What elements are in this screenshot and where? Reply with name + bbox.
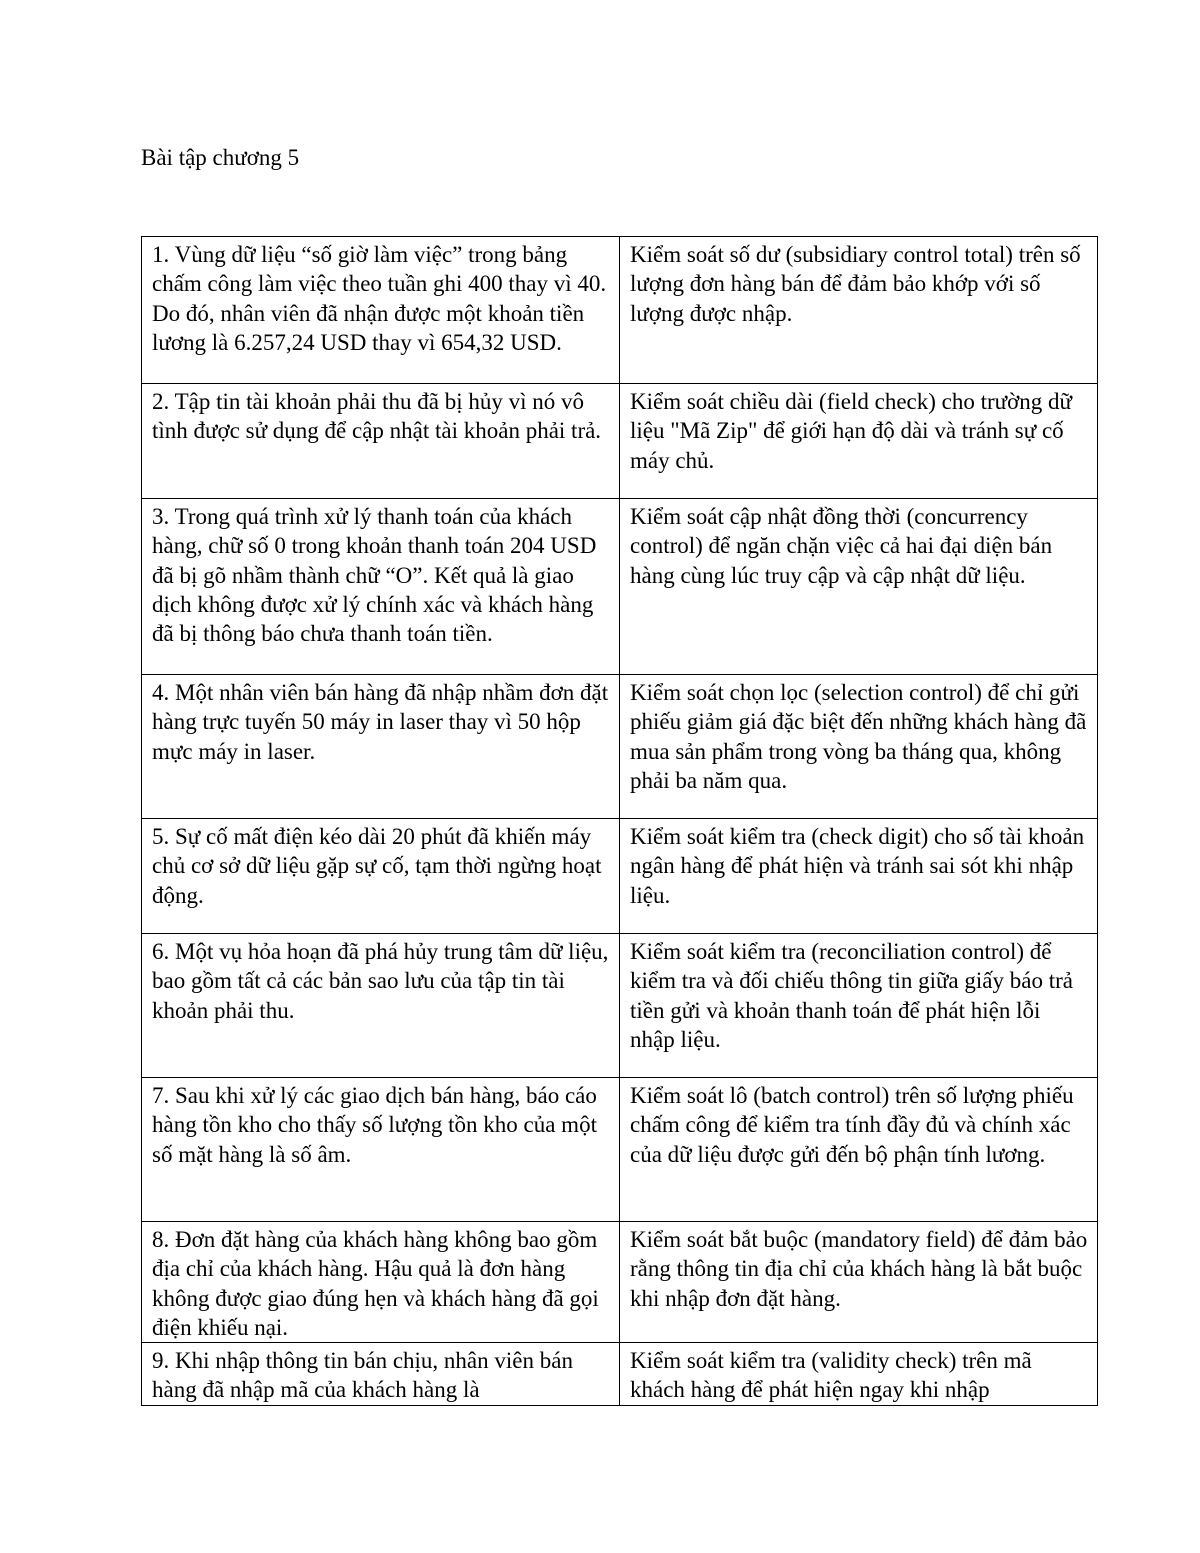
table-row bbox=[142, 499, 1098, 675]
problem-cell: 4. Một nhân viên bán hàng đã nhập nhầm đơn đặt hàng trực tuyến 50 máy in laser thay vì 50 hộp mực máy in laser. bbox=[142, 675, 620, 819]
table-row bbox=[142, 819, 1098, 934]
problem-cell: 2. Tập tin tài khoản phải thu đã bị hủy vì nó vô tình được sử dụng để cập nhật tài khoản phải trả. bbox=[142, 384, 620, 499]
control-cell: Kiểm soát số dư (subsidiary control total) trên số lượng đơn hàng bán để đảm bảo khớp với số lượng được nhập. bbox=[620, 237, 1098, 384]
page-title: Bài tập chương 5 bbox=[141, 145, 300, 170]
problem-cell: 3. Trong quá trình xử lý thanh toán của khách hàng, chữ số 0 trong khoản thanh toán 204 USD đã bị gõ nhầm thành chữ “O”. Kết quả là giao dịch không được xử lý chính xác và khách hàng đã bị thông báo chưa thanh toán tiền. bbox=[142, 499, 620, 675]
control-cell: Kiểm soát kiểm tra (validity check) trên mã khách hàng để phát hiện ngay khi nhập bbox=[620, 1343, 1098, 1406]
table-row bbox=[142, 384, 1098, 499]
exercise-table bbox=[141, 236, 1098, 1406]
problem-cell: 8. Đơn đặt hàng của khách hàng không bao gồm địa chỉ của khách hàng. Hậu quả là đơn hàng không được giao đúng hẹn và khách hàng đã gọi điện khiếu nại. bbox=[142, 1222, 620, 1343]
control-cell: Kiểm soát kiểm tra (check digit) cho số tài khoản ngân hàng để phát hiện và tránh sai sót khi nhập liệu. bbox=[620, 819, 1098, 934]
control-cell: Kiểm soát lô (batch control) trên số lượng phiếu chấm công để kiểm tra tính đầy đủ và chính xác của dữ liệu được gửi đến bộ phận tính lương. bbox=[620, 1078, 1098, 1222]
control-cell: Kiểm soát chiều dài (field check) cho trường dữ liệu "Mã Zip" để giới hạn độ dài và tránh sự cố máy chủ. bbox=[620, 384, 1098, 499]
control-cell: Kiểm soát bắt buộc (mandatory field) để đảm bảo rằng thông tin địa chỉ của khách hàng là bắt buộc khi nhập đơn đặt hàng. bbox=[620, 1222, 1098, 1343]
problem-cell: 7. Sau khi xử lý các giao dịch bán hàng, báo cáo hàng tồn kho cho thấy số lượng tồn kho của một số mặt hàng là số âm. bbox=[142, 1078, 620, 1222]
control-cell: Kiểm soát cập nhật đồng thời (concurrency control) để ngăn chặn việc cả hai đại diện bán hàng cùng lúc truy cập và cập nhật dữ liệu. bbox=[620, 499, 1098, 675]
table-row bbox=[142, 237, 1098, 384]
control-cell: Kiểm soát chọn lọc (selection control) để chỉ gửi phiếu giảm giá đặc biệt đến những khách hàng đã mua sản phẩm trong vòng ba tháng qua, không phải ba năm qua. bbox=[620, 675, 1098, 819]
problem-cell: 1. Vùng dữ liệu “số giờ làm việc” trong bảng chấm công làm việc theo tuần ghi 400 thay vì 40. Do đó, nhân viên đã nhận được một khoản tiền lương là 6.257,24 USD thay vì 654,32 USD. bbox=[142, 237, 620, 384]
problem-cell: 5. Sự cố mất điện kéo dài 20 phút đã khiến máy chủ cơ sở dữ liệu gặp sự cố, tạm thời ngừng hoạt động. bbox=[142, 819, 620, 934]
table-row bbox=[142, 1222, 1098, 1343]
problem-cell: 9. Khi nhập thông tin bán chịu, nhân viên bán hàng đã nhập mã của khách hàng là bbox=[142, 1343, 620, 1406]
table-row bbox=[142, 934, 1098, 1078]
table-row bbox=[142, 1078, 1098, 1222]
table-row bbox=[142, 675, 1098, 819]
table-row bbox=[142, 1343, 1098, 1406]
control-cell: Kiểm soát kiểm tra (reconciliation control) để kiểm tra và đối chiếu thông tin giữa giấy báo trả tiền gửi và khoản thanh toán để phát hiện lỗi nhập liệu. bbox=[620, 934, 1098, 1078]
problem-cell: 6. Một vụ hỏa hoạn đã phá hủy trung tâm dữ liệu, bao gồm tất cả các bản sao lưu của tập tin tài khoản phải thu. bbox=[142, 934, 620, 1078]
